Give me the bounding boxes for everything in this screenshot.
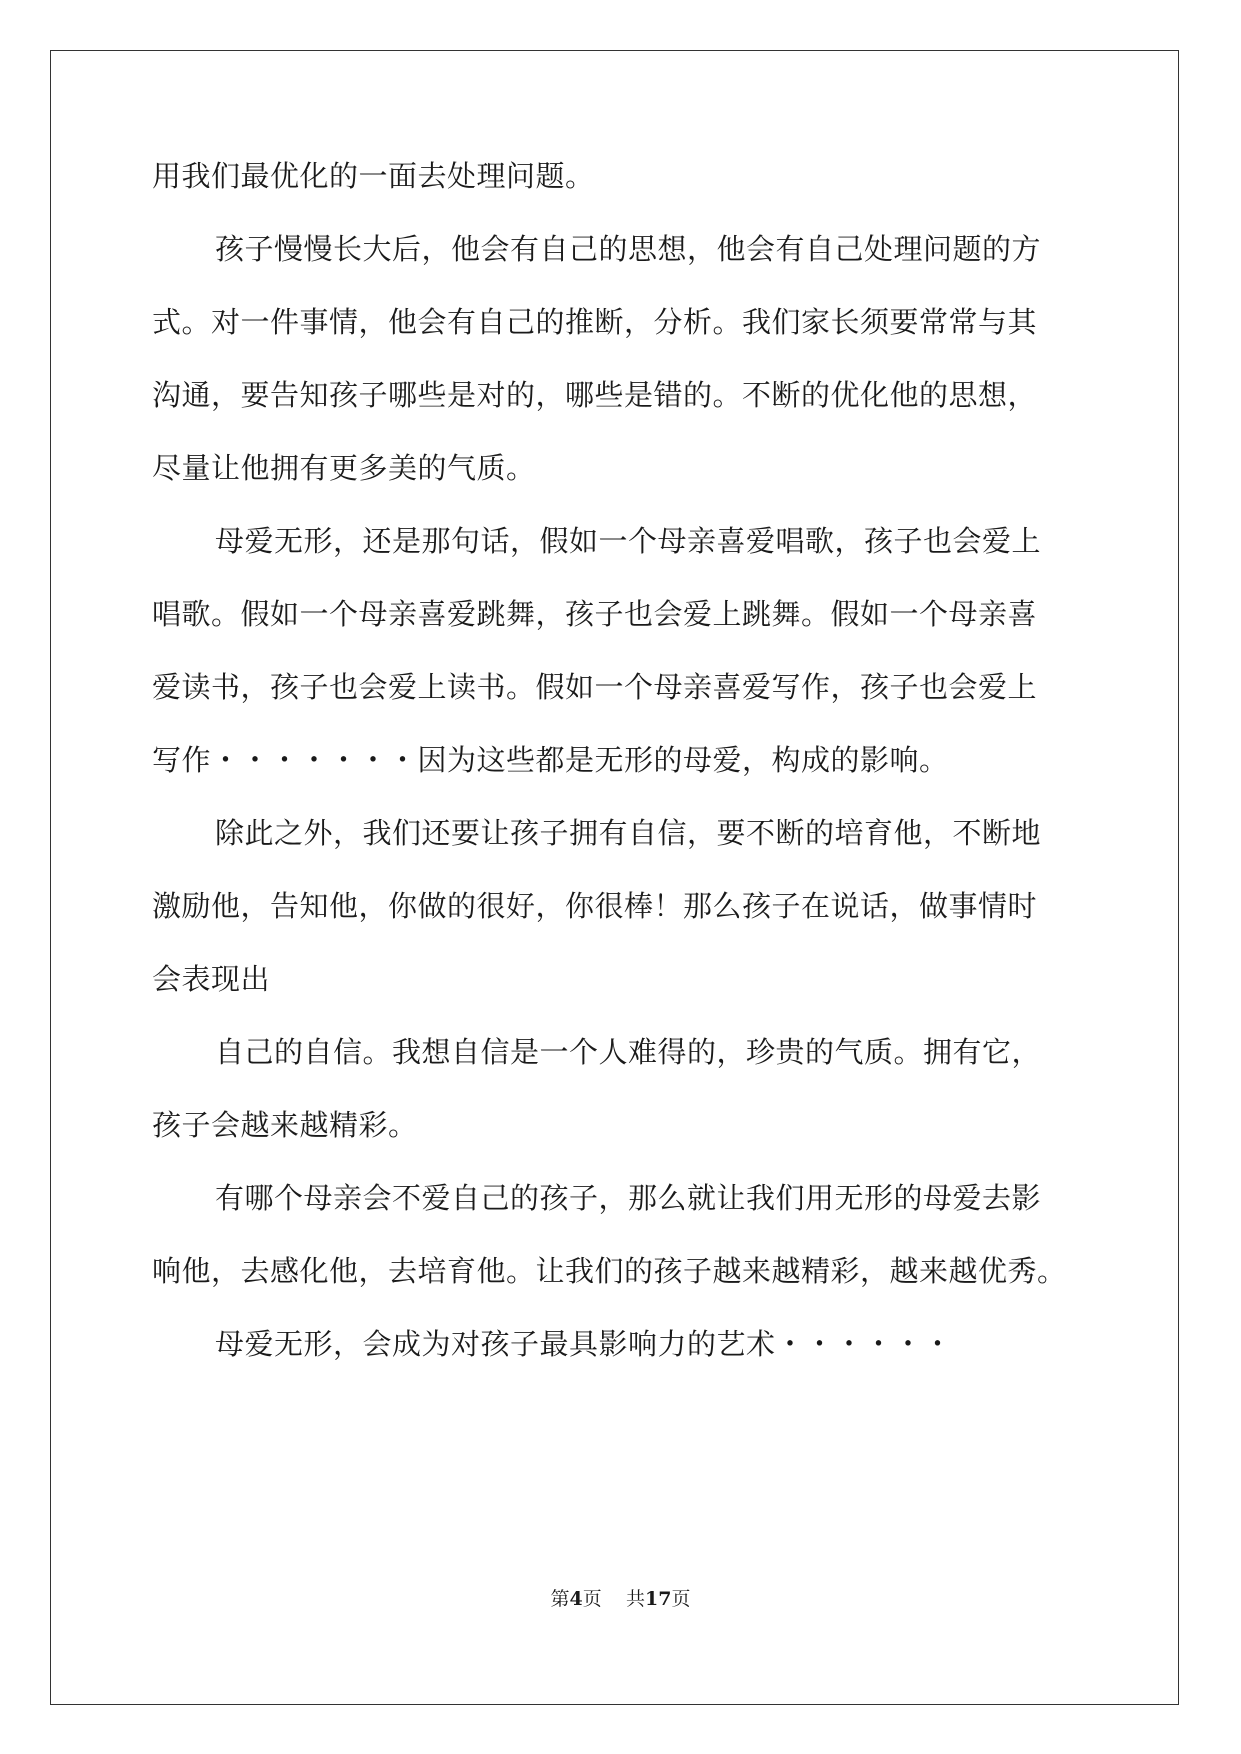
total-page-number: 17 xyxy=(644,1588,672,1610)
text-line-1: 用我们最优化的一面去处理问题。 xyxy=(152,159,595,193)
text-line-14: 孩子会越来越精彩。 xyxy=(152,1108,418,1142)
text-line-16: 响他，去感化他，去培育他。让我们的孩子越来越精彩，越来越优秀。 xyxy=(152,1254,1067,1288)
text-line-2: 孩子慢慢长大后，他会有自己的思想，他会有自己处理问题的方 xyxy=(215,232,1042,266)
text-line-15: 有哪个母亲会不爱自己的孩子，那么就让我们用无形的母爱去影 xyxy=(215,1181,1042,1215)
text-line-5: 尽量让他拥有更多美的气质。 xyxy=(152,451,536,485)
page-border xyxy=(50,50,1179,1705)
text-line-17: 母爱无形，会成为对孩子最具影响力的艺术・・・・・・ xyxy=(215,1327,953,1361)
text-line-12: 会表现出 xyxy=(152,962,271,996)
text-line-8: 爱读书，孩子也会爱上读书。假如一个母亲喜爱写作，孩子也会爱上 xyxy=(152,670,1038,704)
text-line-13: 自己的自信。我想自信是一个人难得的，珍贵的气质。拥有它， xyxy=(215,1035,1042,1069)
text-line-6: 母爱无形，还是那句话，假如一个母亲喜爱唱歌，孩子也会爱上 xyxy=(215,524,1042,558)
footer-page-suffix: 页 xyxy=(582,1588,602,1610)
footer-prefix: 第 xyxy=(550,1588,570,1610)
text-line-3: 式。对一件事情，他会有自己的推断，分析。我们家长须要常常与其 xyxy=(152,305,1038,339)
page-footer xyxy=(0,1587,1241,1611)
footer-total-suffix: 页 xyxy=(671,1588,691,1610)
text-line-10: 除此之外，我们还要让孩子拥有自信，要不断的培育他，不断地 xyxy=(215,816,1042,850)
text-line-4: 沟通，要告知孩子哪些是对的，哪些是错的。不断的优化他的思想， xyxy=(152,378,1038,412)
text-line-7: 唱歌。假如一个母亲喜爱跳舞，孩子也会爱上跳舞。假如一个母亲喜 xyxy=(152,597,1038,631)
text-line-11: 激励他，告知他，你做的很好，你很棒！那么孩子在说话，做事情时 xyxy=(152,889,1038,923)
current-page-number: 4 xyxy=(569,1588,583,1610)
footer-total-prefix: 共 xyxy=(625,1588,645,1610)
text-line-9: 写作・・・・・・・因为这些都是无形的母爱，构成的影响。 xyxy=(152,743,949,777)
